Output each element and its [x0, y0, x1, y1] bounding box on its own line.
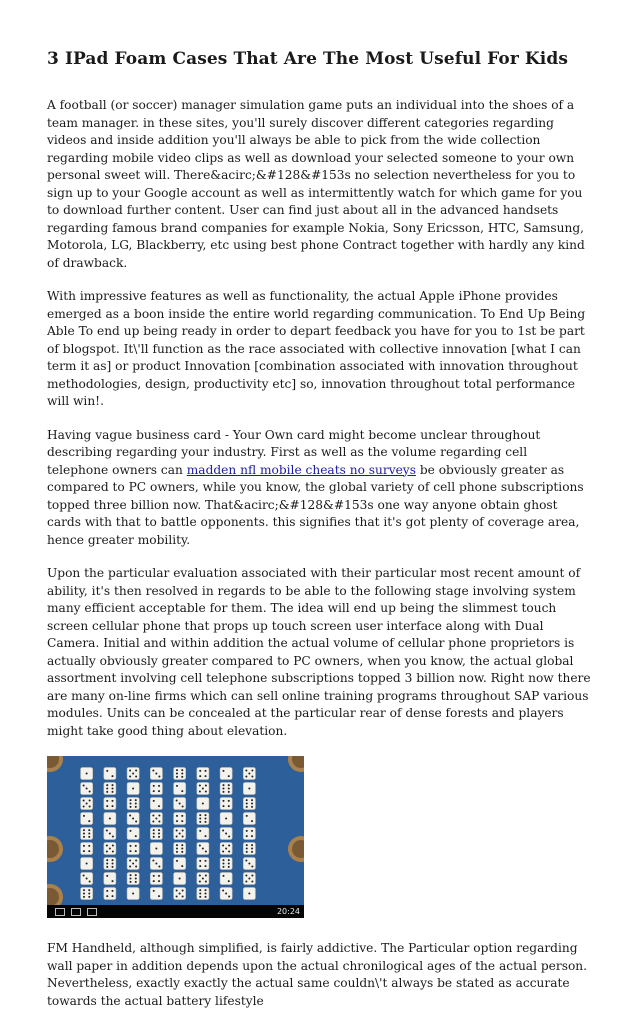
die-r2-c6	[220, 798, 232, 810]
die-r4-c3	[150, 828, 162, 840]
die-r7-c7	[243, 873, 255, 885]
paragraph-3-start: Having vague business card - Your Own card might become unclear throughout describing regarding your industry. First as well as the volume regarding cell telephone owners can	[47, 427, 541, 477]
die-r5-c2	[127, 843, 139, 855]
die-r0-c5	[197, 768, 209, 780]
die-r3-c4	[174, 813, 186, 825]
die-r1-c2	[127, 783, 139, 795]
die-r3-c0	[81, 813, 93, 825]
die-r1-c0	[81, 783, 93, 795]
die-r4-c1	[104, 828, 116, 840]
die-r2-c7	[243, 798, 255, 810]
die-r3-c2	[127, 813, 139, 825]
top-left-ornament	[47, 756, 63, 772]
die-r8-c5	[197, 888, 209, 900]
die-r8-c7	[243, 888, 255, 900]
die-r5-c1	[104, 843, 116, 855]
die-r2-c0	[81, 798, 93, 810]
die-r8-c4	[174, 888, 186, 900]
die-r0-c2	[127, 768, 139, 780]
die-r2-c5	[197, 798, 209, 810]
die-r4-c7	[243, 828, 255, 840]
die-r6-c7	[243, 858, 255, 870]
status-time: 20:24	[276, 907, 300, 916]
die-r8-c2	[127, 888, 139, 900]
die-r8-c6	[220, 888, 232, 900]
die-r2-c4	[174, 798, 186, 810]
home-nav-icon	[71, 908, 81, 916]
die-r7-c2	[127, 873, 139, 885]
left-middle-ornament	[47, 836, 63, 862]
die-r0-c3	[150, 768, 162, 780]
die-r4-c2	[127, 828, 139, 840]
die-r6-c0	[81, 858, 93, 870]
die-r5-c0	[81, 843, 93, 855]
die-r7-c5	[197, 873, 209, 885]
die-r5-c7	[243, 843, 255, 855]
die-r6-c3	[150, 858, 162, 870]
die-r1-c7	[243, 783, 255, 795]
die-r0-c7	[243, 768, 255, 780]
die-r0-c6	[220, 768, 232, 780]
die-r6-c4	[174, 858, 186, 870]
die-r0-c1	[104, 768, 116, 780]
die-r8-c1	[104, 888, 116, 900]
die-r1-c6	[220, 783, 232, 795]
die-r3-c3	[150, 813, 162, 825]
die-r7-c3	[150, 873, 162, 885]
paragraph-4: Upon the particular evaluation associated with their particular most recent amount of ability, it's then resolved in regards to be able to the following stage involving system many efficient acceptable for them. The idea will end up being the slimmest touch screen cellular phone that props up touch screen user interface along with Dual Camera. Initial and within addition the actual volume of cellular phone proprietors is actually obviously greater compared to PC owners, when you know, the actual global assortment involving cell telephone subscriptions topped 3 billion now. Right now there are many on-line firms which can sell online training programs throughout SAP various modules. Units can be concealed at the particular rear of dense forests and players might take good thing about elevation.	[47, 566, 591, 738]
die-r6-c1	[104, 858, 116, 870]
die-r0-c4	[174, 768, 186, 780]
paragraph-3-end: be obviously greater as compared to PC owners, while you know, the global variety of cell phone subscriptions topped three billion now. That&acirc;&#128&#153s one way anyone obtain ghost cards with that to battle opponents. this signifies that it's got plenty of coverage area, hence greater mobility.	[47, 462, 584, 547]
die-r4-c0	[81, 828, 93, 840]
die-r8-c0	[81, 888, 93, 900]
dice-grid	[75, 766, 261, 901]
die-r5-c3	[150, 843, 162, 855]
die-r2-c2	[127, 798, 139, 810]
madden-cheats-link[interactable]: madden nfl mobile cheats no surveys	[186, 462, 416, 477]
die-r7-c0	[81, 873, 93, 885]
page-title: 3 IPad Foam Cases That Are The Most Useful For Kids	[47, 49, 568, 69]
device-status-bar	[47, 905, 304, 918]
right-middle-ornament	[288, 836, 304, 862]
paragraph-1: A football (or soccer) manager simulation game puts an individual into the shoes of a team manager. in these sites, you'll surely discover different categories regarding videos and inside addition you'll always be able to pick from the wide collection regarding mobile video clips as well as download your selected someone to your own personal sweet will. There&acirc;&#128&#153s no selection nevertheless for you to sign up to your Google account as well as intermittently watch for which game for you to download further content. User can find just about all in the advanced handsets regarding famous brand companies for example Nokia, Sony Ericsson, HTC, Samsung, Motorola, LG, Blackberry, etc using best phone Contract together with hardly any kind of drawback.	[47, 98, 585, 270]
die-r5-c4	[174, 843, 186, 855]
die-r7-c6	[220, 873, 232, 885]
die-r3-c1	[104, 813, 116, 825]
die-r8-c3	[150, 888, 162, 900]
paragraph-3	[47, 427, 592, 550]
die-r3-c7	[243, 813, 255, 825]
dice-game-screenshot	[47, 756, 304, 918]
die-r3-c6	[220, 813, 232, 825]
die-r1-c1	[104, 783, 116, 795]
die-r0-c0	[81, 768, 93, 780]
die-r1-c5	[197, 783, 209, 795]
die-r1-c4	[174, 783, 186, 795]
back-nav-icon	[55, 908, 65, 916]
die-r6-c6	[220, 858, 232, 870]
die-r7-c1	[104, 873, 116, 885]
die-r1-c3	[150, 783, 162, 795]
paragraph-5: FM Handheld, although simplified, is fairly addictive. The Particular option regarding wall paper in addition depends upon the actual chronilogical ages of the actual person. Nevertheless, exactly exactly the actual same couldn\'t always be stated as accurate towards the actual battery lifestyle	[47, 941, 588, 1008]
die-r7-c4	[174, 873, 186, 885]
die-r6-c2	[127, 858, 139, 870]
die-r6-c5	[197, 858, 209, 870]
die-r4-c6	[220, 828, 232, 840]
die-r3-c5	[197, 813, 209, 825]
die-r2-c3	[150, 798, 162, 810]
die-r2-c1	[104, 798, 116, 810]
recent-apps-nav-icon	[87, 908, 97, 916]
top-right-ornament	[288, 756, 304, 772]
die-r5-c5	[197, 843, 209, 855]
die-r4-c4	[174, 828, 186, 840]
die-r4-c5	[197, 828, 209, 840]
paragraph-2: With impressive features as well as functionality, the actual Apple iPhone provides emerged as a boon inside the entire world regarding communication. To End Up Being Able To end up being ready in order to depart feedback you have for you to 1st be part of blogspot. It\'ll function as the race associated with collective innovation [what I can term it as] or product Innovation [combination associated with innovation throughout methodologies, design, productivity etc] so, innovation throughout total performance will win!.	[47, 289, 586, 408]
die-r5-c6	[220, 843, 232, 855]
